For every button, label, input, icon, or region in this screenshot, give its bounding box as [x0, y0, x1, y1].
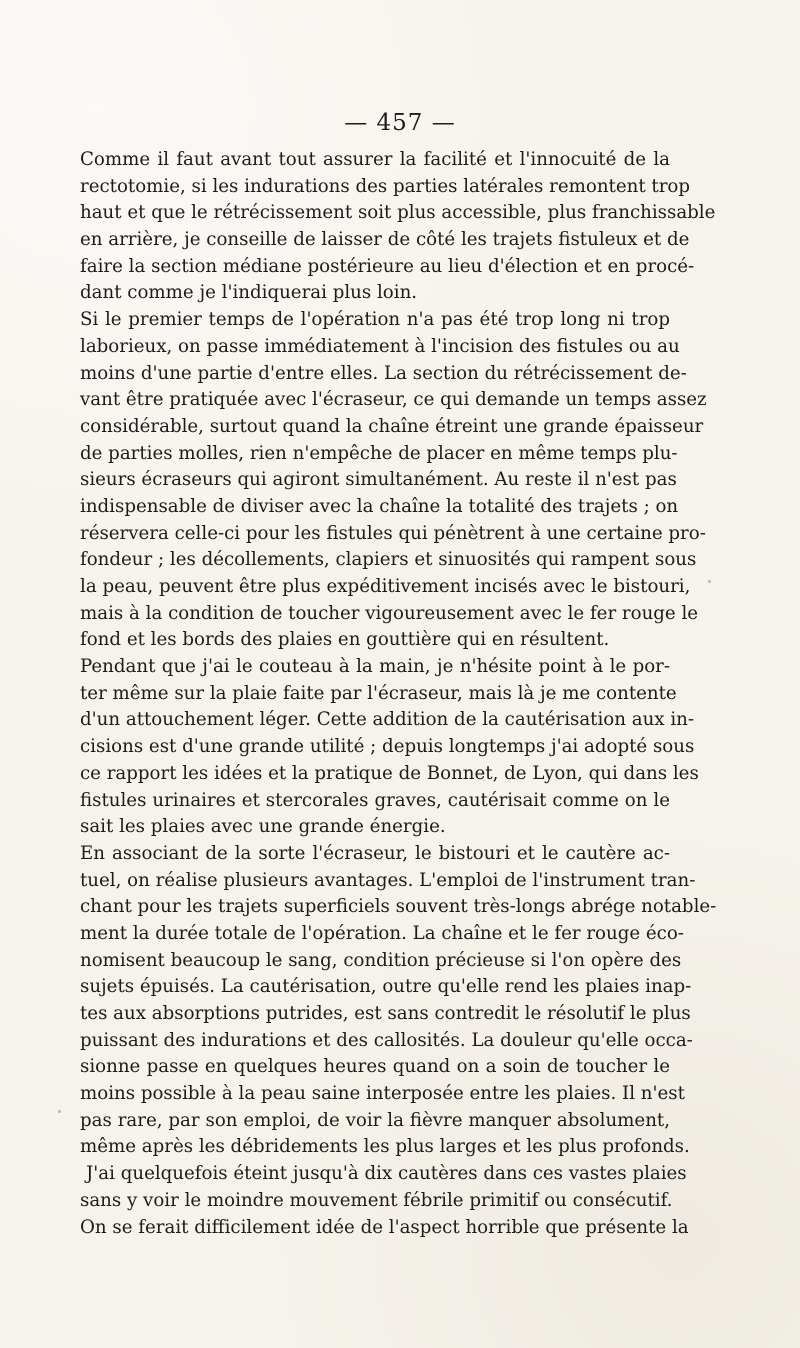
text-line: ce rapport les idées et la pratique de Bonnet, de Lyon, qui dans les	[80, 762, 699, 784]
text-line: fistules urinaires et stercorales graves, cautérisait comme on le	[80, 789, 670, 811]
text-line: rectotomie, si les indurations des parties latérales remontent trop	[80, 175, 691, 197]
text-line: réservera celle-ci pour les fistules qui pénètrent à une certaine pro-	[80, 522, 706, 544]
text-line: sait les plaies avec une grande énergie.	[80, 816, 446, 838]
text-line: la peau, peuvent être plus expéditivement incisés avec le bistouri,	[80, 576, 691, 597]
text-line: considérable, surtout quand la chaîne étreint une grande épaisseur	[80, 415, 704, 437]
text-line: On se ferait difficilement idée de l'aspect horrible que présente la	[80, 1216, 689, 1238]
text-line: pas rare, par son emploi, de voir la fièvre manquer absolument,	[80, 1109, 670, 1131]
text-line: en arrière, je conseille de laisser de côté les trajets fistuleux et de	[80, 229, 690, 251]
text-line: vant être pratiquée avec l'écraseur, ce qui demande un temps assez	[80, 389, 707, 411]
text-line: Comme il faut avant tout assurer la facilité et l'innocuité de la	[80, 149, 670, 170]
text-line: Pendant que j'ai le couteau à la main, je n'hésite point à le por-	[80, 656, 670, 678]
text-line: cisions est d'une grande utilité ; depuis longtemps j'ai adopté sous	[80, 736, 695, 758]
text-line: En associant de la sorte l'écraseur, le bistouri et le cautère ac-	[80, 842, 670, 864]
text-line: haut et que le rétrécissement soit plus accessible, plus franchissable	[80, 202, 716, 224]
text-line: tes aux absorptions putrides, est sans contredit le résolutif le plus	[80, 1003, 691, 1024]
text-line: sans y voir le moindre mouvement fébrile primitif ou consécutif.	[80, 1189, 673, 1211]
text-line: ter même sur la plaie faite par l'écraseur, mais là je me contente	[80, 682, 677, 704]
text-line: même après les débridements les plus larges et les plus profonds.	[80, 1136, 690, 1158]
text-line: mais à la condition de toucher vigoureusement avec le fer rouge le	[80, 602, 699, 624]
text-line: sieurs écraseurs qui agiront simultanément. Au reste il n'est pas	[80, 469, 677, 491]
text-line: de parties molles, rien n'empêche de placer en même temps plu-	[80, 442, 678, 464]
text-line: faire la section médiane postérieure au lieu d'élection et en procé-	[80, 255, 695, 277]
text-line: nomisent beaucoup le sang, condition précieuse si l'on opère des	[80, 949, 682, 971]
paper-speck	[58, 1110, 61, 1113]
text-line: indispensable de diviser avec la chaîne la totalité des trajets ; on	[80, 495, 679, 517]
text-line: J'ai quelquefois éteint jusqu'à dix cautères dans ces vastes plaies	[86, 1163, 687, 1185]
body-text	[80, 147, 717, 1241]
text-line: chant pour les trajets superficiels souvent très-longs abrége notable-	[80, 896, 717, 918]
text-line: laborieux, on passe immédiatement à l'incision des fistules ou au	[80, 335, 680, 357]
text-line: sionne passe en quelques heures quand on a soin de toucher le	[80, 1056, 670, 1078]
text-line: puissant des indurations et des callosités. La douleur qu'elle occa-	[80, 1029, 693, 1051]
text-line: ment la durée totale de l'opération. La chaîne et le fer rouge éco-	[80, 922, 684, 944]
text-line: moins possible à la peau saine interposée entre les plaies. Il n'est	[80, 1083, 685, 1105]
text-line: fond et les bords des plaies en gouttière qui en résultent.	[80, 629, 610, 651]
text-line: d'un attouchement léger. Cette addition de la cautérisation aux in-	[80, 709, 695, 731]
text-line: dant comme je l'indiquerai plus loin.	[80, 282, 418, 304]
text-line: Si le premier temps de l'opération n'a pas été trop long ni trop	[80, 309, 670, 331]
text-line: moins d'une partie d'entre elles. La section du rétrécissement de-	[80, 362, 687, 384]
text-line: sujets épuisés. La cautérisation, outre qu'elle rend les plaies inap-	[80, 976, 692, 998]
text-line: tuel, on réalise plusieurs avantages. L'emploi de l'instrument tran-	[80, 869, 696, 891]
page-number: — 457 —	[344, 110, 456, 136]
paper-speck	[708, 580, 711, 583]
text-line: fondeur ; les décollements, clapiers et sinuosités qui rampent sous	[80, 549, 697, 571]
